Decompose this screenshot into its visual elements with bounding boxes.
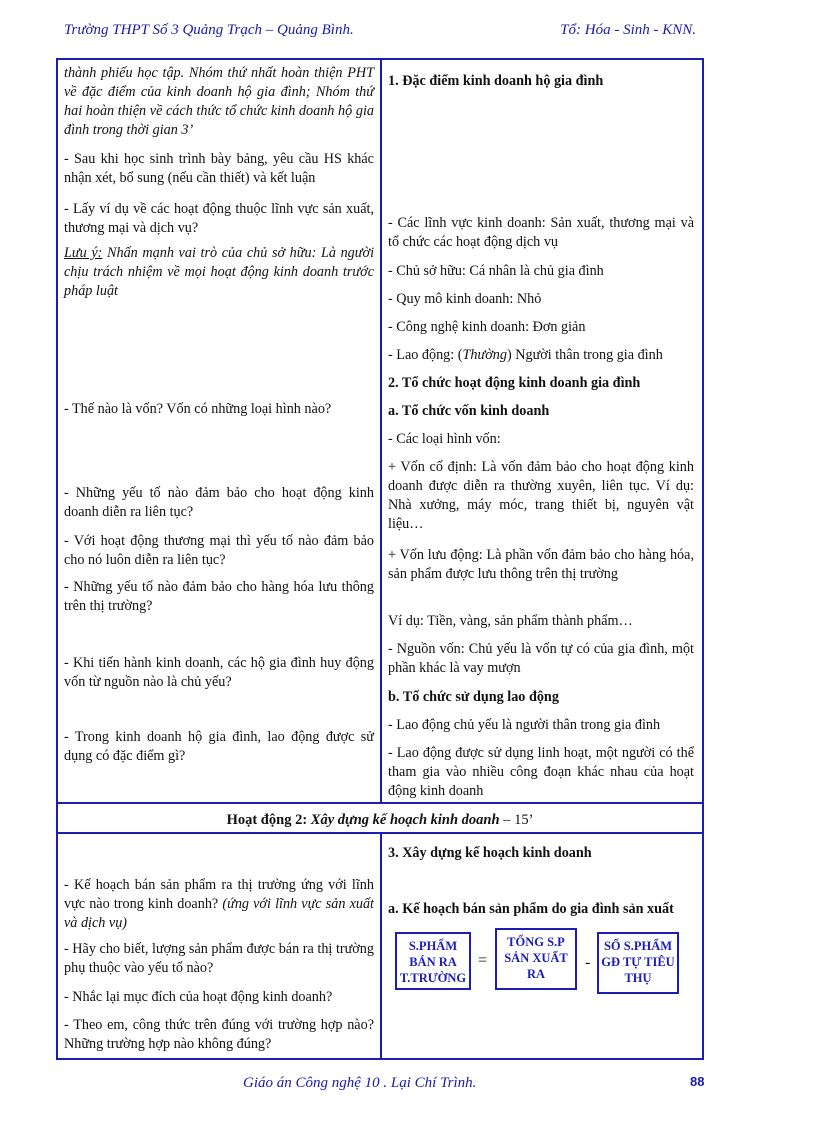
header-department: Tổ: Hóa - Sinh - KNN. — [560, 22, 696, 38]
left-intro: thành phiếu học tập. Nhóm thứ nhất hoàn thiện PHT về đặc điểm của kinh doanh hộ gia đình; Nhóm thứ hai hoàn thiện về cách thức tổ chức kinh doanh hộ gia đình trong thời gian 3’ — [64, 65, 374, 138]
left-note — [64, 244, 374, 301]
activity-duration: – 15’ — [499, 812, 534, 828]
left2-q4: - Theo em, công thức trên đúng với trường hợp nào? Những trường hợp nào không đúng? — [64, 1017, 374, 1052]
q1-italic: (ứng với lĩnh vực sản xuất và dịch vụ) — [64, 896, 374, 931]
note-label: Lưu ý: — [64, 245, 103, 261]
left-p2: - Lấy ví dụ về các hoạt động thuộc lĩnh vực sản xuất, thương mại và dịch vụ? — [64, 201, 374, 236]
footer-title: Giáo án Công nghệ 10 . Lại Chí Trình. — [243, 1075, 477, 1091]
left-q-huydong: - Khi tiến hành kinh doanh, các hộ gia đình huy động vốn từ nguồn nào là chủ yếu? — [64, 655, 374, 690]
formula-equals: = — [478, 952, 488, 969]
q1-text: - Kế hoạch bán sản phẩm ra thị trường ứng với lĩnh vực nào trong kinh doanh? — [64, 877, 374, 912]
activity-name: Xây dựng kế hoạch kinh doanh — [310, 812, 500, 828]
activity-2-title — [58, 812, 702, 829]
left2-q1 — [64, 876, 374, 933]
note-text: Nhấn mạnh vai trò của chủ sở hữu: Là người chịu trách nhiệm về mọi hoạt động kinh doanh trước pháp luật — [64, 245, 375, 299]
laodong-italic: Thường — [462, 347, 507, 363]
right-ld1: - Lao động chủ yếu là người thân trong gia đình — [388, 717, 661, 733]
right-heading-2a: a. Tổ chức vốn kinh doanh — [388, 403, 550, 419]
right-loaihinh: - Các loại hình vốn: — [388, 431, 501, 447]
column-divider-bottom — [380, 832, 382, 1060]
right-von-co-dinh: + Vốn cố định: Là vốn đảm bảo cho hoạt động kinh doanh được diễn ra thường xuyên, liên tục. Ví dụ: Nhà xưởng, máy móc, trang thiết bị, nguyên vật liệu… — [388, 459, 694, 532]
left-q-von: - Thế nào là vốn? Vốn có những loại hình nào? — [64, 401, 332, 417]
row-divider-1 — [58, 802, 702, 804]
formula-box-sold: S.PHẨM BÁN RA T.TRƯỜNG — [395, 932, 471, 990]
left-q-laodong: - Trong kinh doanh hộ gia đình, lao động được sử dụng có đặc điểm gì? — [64, 729, 374, 764]
header-school: Trường THPT Số 3 Quảng Trạch – Quảng Bình. — [64, 22, 354, 38]
right-laodong — [388, 346, 694, 365]
right-von-luu-dong: + Vốn lưu động: Là phần vốn đảm bảo cho hàng hóa, sản phẩm được lưu thông trên thị trường — [388, 547, 694, 582]
left-q-thuongmai: - Với hoạt động thương mại thì yếu tố nào đảm bảo cho nó luôn diễn ra liên tục? — [64, 533, 374, 568]
right-congnghe: - Công nghệ kinh doanh: Đơn giản — [388, 319, 586, 335]
left2-q3: - Nhắc lại mục đích của hoạt động kinh doanh? — [64, 989, 333, 1005]
right-heading-2: 2. Tổ chức hoạt động kinh doanh gia đình — [388, 375, 641, 391]
laodong-prefix: - Lao động: ( — [388, 347, 463, 363]
lesson-table — [56, 58, 704, 1060]
right-linhvuc: - Các lĩnh vực kinh doanh: Sản xuất, thương mại và tổ chức các hoạt động dịch vụ — [388, 215, 694, 250]
left2-q2: - Hãy cho biết, lượng sản phẩm được bán ra thị trường phụ thuộc vào yếu tố nào? — [64, 941, 374, 976]
right-ld2: - Lao động được sử dụng linh hoạt, một người có thể tham gia vào nhiều công đoạn khác nhau của hoạt động kinh doanh — [388, 745, 694, 799]
right-heading-1: 1. Đặc điểm kinh doanh hộ gia đình — [388, 73, 604, 89]
right-heading-3: 3. Xây dựng kế hoạch kinh doanh — [388, 845, 592, 861]
formula-minus: - — [585, 954, 591, 971]
formula-box-consumed: SỐ S.PHẨM GĐ TỰ TIÊU THỤ — [597, 932, 679, 994]
right-quymo: - Quy mô kinh doanh: Nhỏ — [388, 291, 542, 307]
right-heading-3a: a. Kế hoạch bán sản phẩm do gia đình sản xuất — [388, 901, 674, 917]
right-heading-2b: b. Tổ chức sử dụng lao động — [388, 689, 559, 705]
left-q-hanghoa: - Những yếu tố nào đảm bảo cho hàng hóa lưu thông trên thị trường? — [64, 579, 374, 614]
left-q-yeuto: - Những yếu tố nào đảm bảo cho hoạt động kinh doanh diễn ra liên tục? — [64, 485, 374, 520]
right-nguonvon: - Nguồn vốn: Chủ yếu là vốn tự có của gia đình, một phần khác là vay mượn — [388, 641, 694, 676]
column-divider-top — [380, 60, 382, 802]
formula-box-produced: TỔNG S.P SẢN XUẤT RA — [495, 928, 577, 990]
right-chusohuu: - Chủ sở hữu: Cá nhân là chủ gia đình — [388, 263, 604, 279]
page-number: 88 — [690, 1074, 705, 1089]
left-p1: - Sau khi học sinh trình bày bảng, yêu cầu HS khác nhận xét, bổ sung (nếu cần thiết) và kết luận — [64, 151, 374, 186]
activity-prefix: Hoạt động 2: — [226, 812, 311, 828]
right-vidu: Ví dụ: Tiền, vàng, sản phẩm thành phẩm… — [388, 613, 633, 629]
laodong-suffix: ) Người thân trong gia đình — [506, 347, 663, 363]
